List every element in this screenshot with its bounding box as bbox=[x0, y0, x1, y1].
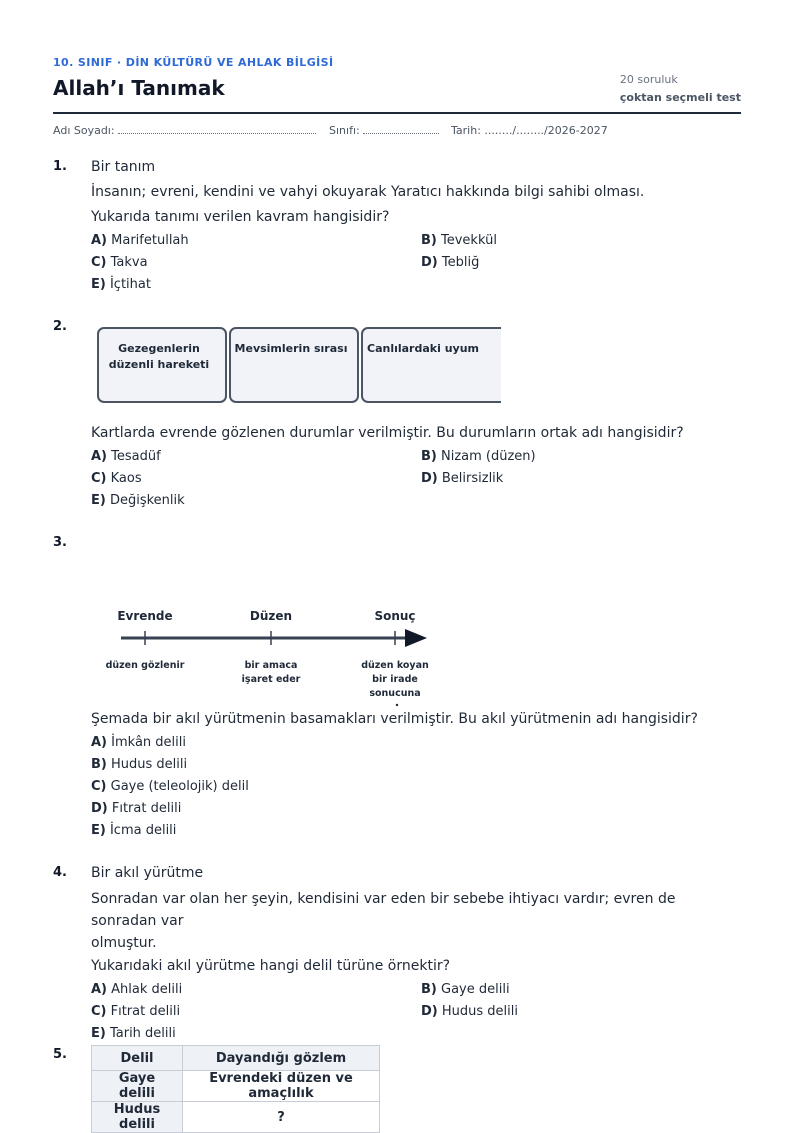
subject-label: 10. SINIF · DİN KÜLTÜRÜ VE AHLAK BİLGİSİ bbox=[53, 56, 334, 69]
stage-desc: düzen gözlenir bbox=[105, 660, 185, 671]
test-type: çoktan seçmeli test bbox=[619, 91, 741, 104]
table-cell: ? bbox=[183, 1102, 380, 1133]
question-count: 20 soruluk bbox=[619, 73, 678, 86]
options bbox=[91, 230, 731, 296]
name-label: Adı Soyadı: bbox=[53, 124, 115, 137]
options bbox=[91, 446, 731, 512]
page-title: Allah’ı Tanımak bbox=[53, 76, 225, 100]
arrow-head-icon bbox=[405, 629, 427, 647]
worksheet-page bbox=[53, 0, 741, 1132]
name-blank[interactable] bbox=[118, 124, 316, 134]
question-body bbox=[91, 707, 731, 842]
option-e[interactable]: E) İçtihat bbox=[91, 277, 151, 292]
evidence-table bbox=[91, 1045, 380, 1133]
class-field[interactable] bbox=[329, 124, 439, 137]
table-row bbox=[92, 1071, 380, 1102]
question-intro: Bir tanım bbox=[91, 159, 156, 175]
option-a[interactable]: A) Ahlak delili bbox=[91, 982, 183, 997]
stage-title: Evrende bbox=[117, 609, 173, 623]
table-header: Delil bbox=[92, 1046, 183, 1071]
stage-title: Sonuç bbox=[374, 609, 416, 623]
class-blank[interactable] bbox=[363, 124, 439, 134]
schema-dot bbox=[396, 704, 398, 706]
table-header-row bbox=[92, 1046, 380, 1071]
stage-desc: bir amaca bbox=[244, 660, 298, 671]
stage-desc: sonucuna bbox=[369, 688, 421, 699]
question-3 bbox=[53, 534, 741, 844]
stage-desc: düzen koyan bbox=[361, 660, 429, 671]
table-cell: Gaye delili bbox=[92, 1071, 183, 1102]
name-field[interactable] bbox=[53, 124, 316, 137]
option-a[interactable]: A) İmkân delili bbox=[91, 735, 186, 750]
table-cell: Hudus delili bbox=[92, 1102, 183, 1133]
question-text-line: Sonradan var olan her şeyin, kendisini var eden bir sebebe ihtiyacı vardır; evren de sonradan var bbox=[91, 891, 676, 929]
question-body bbox=[91, 421, 731, 512]
card-planets: Gezegenlerin düzenli hareketi bbox=[97, 327, 227, 403]
option-d[interactable]: D) Hudus delili bbox=[421, 1004, 518, 1019]
question-number: 5. bbox=[53, 1047, 67, 1062]
option-c[interactable]: C) Gaye (teleolojik) delil bbox=[91, 779, 249, 794]
option-b[interactable]: B) Hudus delili bbox=[91, 757, 188, 772]
reasoning-schema bbox=[97, 604, 437, 714]
question-prompt: Yukarıdaki akıl yürütme hangi delil türüne örnektir? bbox=[91, 958, 451, 974]
worksheet-header bbox=[53, 54, 741, 114]
date-field[interactable] bbox=[451, 124, 608, 137]
observation-cards bbox=[97, 327, 501, 407]
card-seasons: Mevsimlerin sırası bbox=[229, 327, 359, 403]
options bbox=[91, 732, 731, 842]
question-text: İnsanın; evreni, kendini ve vahyi okuyarak Yaratıcı hakkında bilgi sahibi olması. bbox=[91, 184, 645, 200]
table-header: Dayandığı gözlem bbox=[183, 1046, 380, 1071]
option-e[interactable]: E) Değişkenlik bbox=[91, 493, 185, 508]
question-4 bbox=[53, 861, 741, 1041]
table-row bbox=[92, 1102, 380, 1133]
question-body bbox=[91, 155, 731, 296]
option-b[interactable]: B) Tevekkül bbox=[421, 233, 497, 248]
option-d[interactable]: D) Belirsizlik bbox=[421, 471, 504, 486]
question-text-line: olmuştur. bbox=[91, 935, 157, 951]
date-value: ......../......../2026-2027 bbox=[484, 124, 608, 137]
option-a[interactable]: A) Marifetullah bbox=[91, 233, 189, 248]
question-body bbox=[91, 861, 731, 1045]
option-c[interactable]: C) Kaos bbox=[91, 471, 142, 486]
question-5 bbox=[53, 1045, 741, 1132]
date-label: Tarih: bbox=[451, 124, 481, 137]
class-label: Sınıfı: bbox=[329, 124, 360, 137]
question-prompt: Yukarıda tanımı verilen kavram hangisidir? bbox=[91, 209, 390, 225]
question-number: 2. bbox=[53, 319, 67, 334]
test-meta bbox=[620, 71, 741, 107]
question-prompt: Kartlarda evrende gözlenen durumlar verilmiştir. Bu durumların ortak adı hangisidir? bbox=[91, 425, 684, 441]
question-2 bbox=[53, 318, 741, 518]
question-prompt: Şemada bir akıl yürütmenin basamakları verilmiştir. Bu akıl yürütmenin adı hangisidir? bbox=[91, 711, 698, 727]
option-d[interactable]: D) Fıtrat delili bbox=[91, 801, 182, 816]
question-intro: Bir akıl yürütme bbox=[91, 865, 204, 881]
option-d[interactable]: D) Tebliğ bbox=[421, 255, 480, 270]
options bbox=[91, 979, 731, 1045]
option-e[interactable]: E) Tarih delili bbox=[91, 1026, 176, 1041]
student-info-row bbox=[53, 124, 741, 140]
option-c[interactable]: C) Takva bbox=[91, 255, 148, 270]
option-b[interactable]: B) Gaye delili bbox=[421, 982, 510, 997]
option-c[interactable]: C) Fıtrat delili bbox=[91, 1004, 181, 1019]
question-1 bbox=[53, 155, 741, 300]
card-harmony: Canlılardaki uyum bbox=[361, 327, 501, 403]
stage-title: Düzen bbox=[249, 609, 293, 623]
stage-desc: bir irade bbox=[372, 674, 418, 685]
question-number: 1. bbox=[53, 159, 67, 174]
option-e[interactable]: E) İcma delili bbox=[91, 823, 177, 838]
option-b[interactable]: B) Nizam (düzen) bbox=[421, 449, 536, 464]
question-number: 4. bbox=[53, 865, 67, 880]
question-number: 3. bbox=[53, 535, 67, 550]
option-a[interactable]: A) Tesadüf bbox=[91, 449, 161, 464]
stage-desc: işaret eder bbox=[241, 674, 301, 685]
table-cell: Evrendeki düzen ve amaçlılık bbox=[183, 1071, 380, 1102]
